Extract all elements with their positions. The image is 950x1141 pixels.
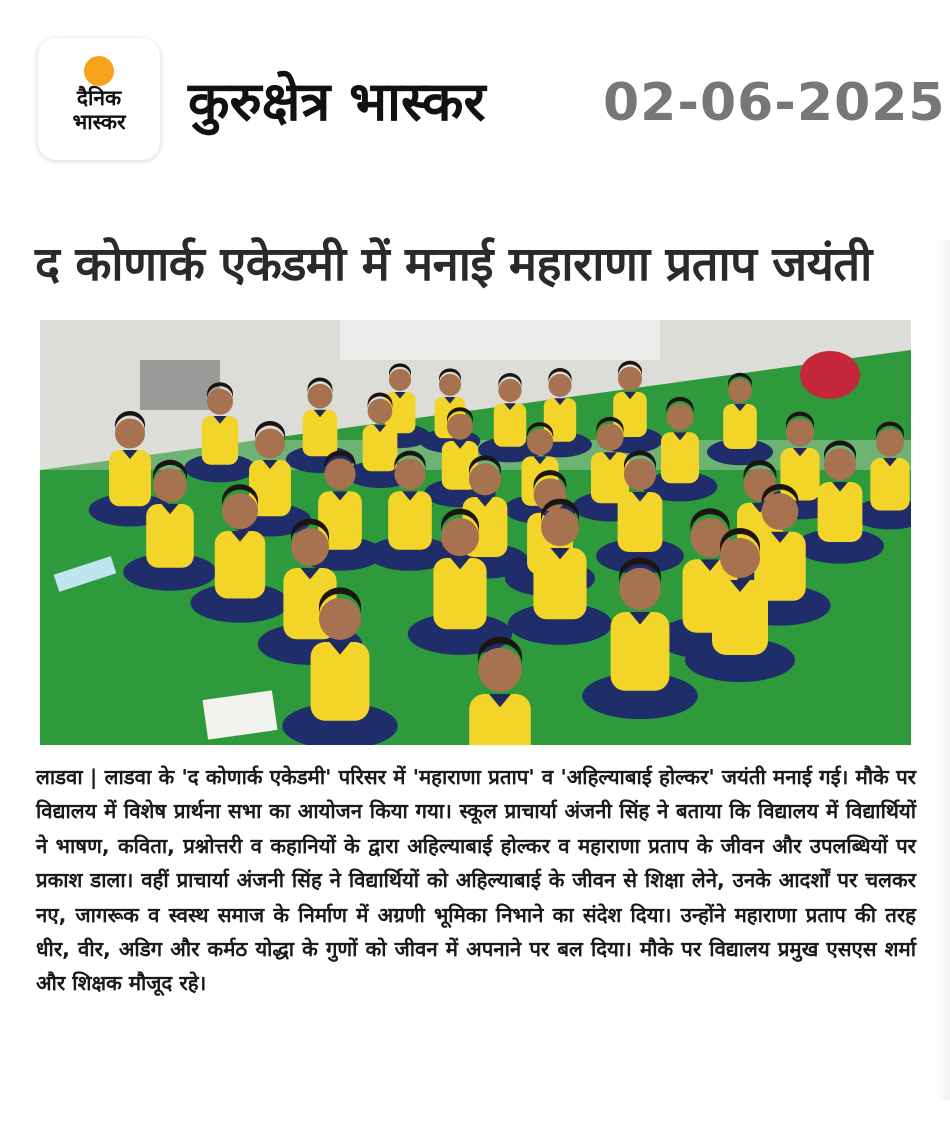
student-head	[207, 389, 233, 415]
student-head	[720, 538, 760, 578]
student-head	[447, 414, 473, 440]
student-head	[255, 429, 285, 459]
student-head	[596, 424, 623, 451]
student-head	[291, 528, 329, 566]
student-head	[394, 458, 425, 489]
sun-icon	[84, 56, 114, 86]
student-head	[469, 463, 501, 495]
article-photo	[40, 320, 911, 745]
dainik-bhaskar-logo	[38, 38, 160, 160]
photo-red-bag	[800, 351, 860, 399]
student-head	[786, 419, 814, 447]
student-head	[222, 493, 258, 529]
article-body: लाडवा | लाडवा के 'द कोणार्क एकेडमी' परिसर में 'महाराणा प्रताप' व 'अहिल्याबाई होल्कर' जयंती मनाई गई। मौके पर विद्यालय में विशेष प्रार्थना सभा का आयोजन किया गया। स्कूल प्राचार्या अंजनी सिंह ने बताया कि विद्यालय में विद्यार्थियों ने भाषण, कविता, प्रश्नोत्तरी व कहानियों के द्वारा अहिल्याबाई होल्कर व महाराणा प्रताप के जीवन और उपलब्धियों पर प्रकाश डाला। वहीं प्राचार्या अंजनी सिंह ने विद्यार्थियों को अहिल्याबाई के जीवन से शिक्षा लेने, उनके आदर्शों पर चलकर नए, जागरूक व स्वस्थ समाज के निर्माण में अग्रणी भूमिका निभाने का संदेश दिया। उन्होंने महाराणा प्रताप की तरह धीर, वीर, अडिग और कर्मठ योद्धा के गुणों को जीवन में अपनाने पर बल दिया। मौके पर विद्यालय प्रमुख एसएस शर्मा और शिक्षक मौजूद रहे।	[36, 765, 917, 996]
student-head	[115, 419, 145, 449]
publication-date: 02-06-2025	[603, 73, 946, 133]
student-head	[618, 367, 642, 391]
student-head	[498, 379, 521, 402]
logo-text-line1: दैनिक	[76, 86, 122, 110]
student-head	[153, 468, 187, 502]
student-head	[666, 404, 693, 431]
student-head	[624, 458, 656, 490]
article-headline: द कोणार्क एकेडमी में मनाई महाराणा प्रताप जयंती	[35, 237, 872, 292]
student-head	[389, 369, 411, 391]
student-head	[548, 374, 571, 397]
student-head	[368, 399, 393, 424]
page-fold-edge	[936, 240, 950, 1100]
student-head	[439, 374, 461, 396]
photo-whiteboard	[340, 320, 660, 360]
newspaper-header	[0, 0, 950, 185]
student-head	[319, 598, 361, 640]
student-head	[762, 493, 799, 530]
student-head	[541, 508, 579, 546]
student-head	[876, 429, 904, 457]
logo-text-line2: भास्कर	[72, 110, 126, 134]
student-head	[527, 429, 553, 455]
student-head	[619, 568, 661, 610]
student-head	[308, 384, 333, 409]
edition-name: कुरुक्षेत्र भास्कर	[188, 70, 486, 133]
student-head	[824, 448, 856, 480]
student-head	[324, 458, 355, 489]
student-head	[728, 379, 752, 403]
student-head	[441, 518, 479, 556]
student-head	[478, 648, 522, 692]
